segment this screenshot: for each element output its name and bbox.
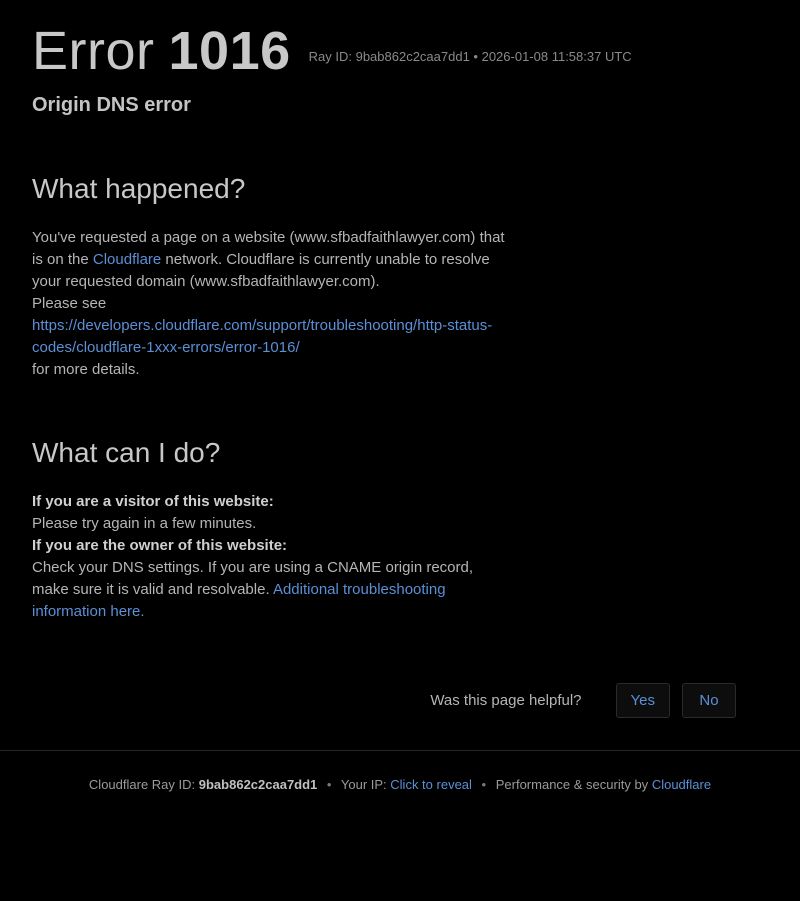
feedback-no-button[interactable]: No [682,683,736,718]
footer-ray-label: Cloudflare Ray ID: [88,777,196,793]
docs-link-paragraph [32,315,512,359]
reveal-ip-link[interactable]: Click to reveal [390,777,472,793]
feedback-yes-button[interactable]: Yes [616,683,670,718]
visitor-text: Please try again in a few minutes. [32,515,257,533]
footer-cloudflare-link[interactable]: Cloudflare [651,777,712,793]
troubleshooting-link[interactable]: Additional troubleshooting information here. [32,581,446,621]
section-what-can-i-do [32,437,768,623]
page-title [32,20,291,82]
feedback-question: Was this page helpful? [430,692,582,710]
footer-separator-1: • [326,777,332,793]
ray-id-timestamp: Ray ID: 9bab862c2caa7dd1 • 2026-01-08 11:58:37 UTC [308,49,632,64]
what-happened-text-1: You've requested a page on a website (www.sfbadfaithlawyer.com) that is on the [32,229,505,269]
error-word: Error [32,21,155,81]
cloudflare-link[interactable]: Cloudflare [92,251,162,269]
see-docs-text: Please see [32,295,107,313]
more-details-text: for more details. [32,361,140,379]
footer-ip-label: Your IP: [340,777,387,793]
owner-paragraph [32,557,512,623]
what-happened-body [32,227,512,381]
error-code: 1016 [168,21,291,81]
footer-separator-2: • [481,777,487,793]
error-docs-link[interactable]: https://developers.cloudflare.com/support/troubleshooting/http-status-codes/cloudflare-1xxx-errors/error-1016/ [32,317,493,357]
footer-divider [0,750,800,751]
owner-title: If you are the owner of this website: [32,537,288,555]
footer-ray-id: 9bab862c2caa7dd1 [198,777,318,793]
error-title-row [32,20,768,82]
what-can-i-do-body [32,491,512,623]
page-footer [0,777,800,792]
section-what-happened [32,173,768,381]
owner-text: Check your DNS settings. If you are using a CNAME origin record, make sure it is valid and resolvable. [32,559,474,599]
visitor-title: If you are a visitor of this website: [32,493,274,511]
footer-performance-label: Performance & security by [495,777,649,793]
error-subtitle: Origin DNS error [32,94,191,117]
what-can-i-do-heading: What can I do? [32,437,221,469]
what-happened-paragraph [32,227,512,293]
what-happened-heading: What happened? [32,173,246,205]
page-header [32,0,768,117]
what-happened-text-2: network. Cloudflare is currently unable to resolve your requested domain (www.sfbadfaithlawyer.com). [32,251,490,291]
feedback-bar [32,683,768,742]
